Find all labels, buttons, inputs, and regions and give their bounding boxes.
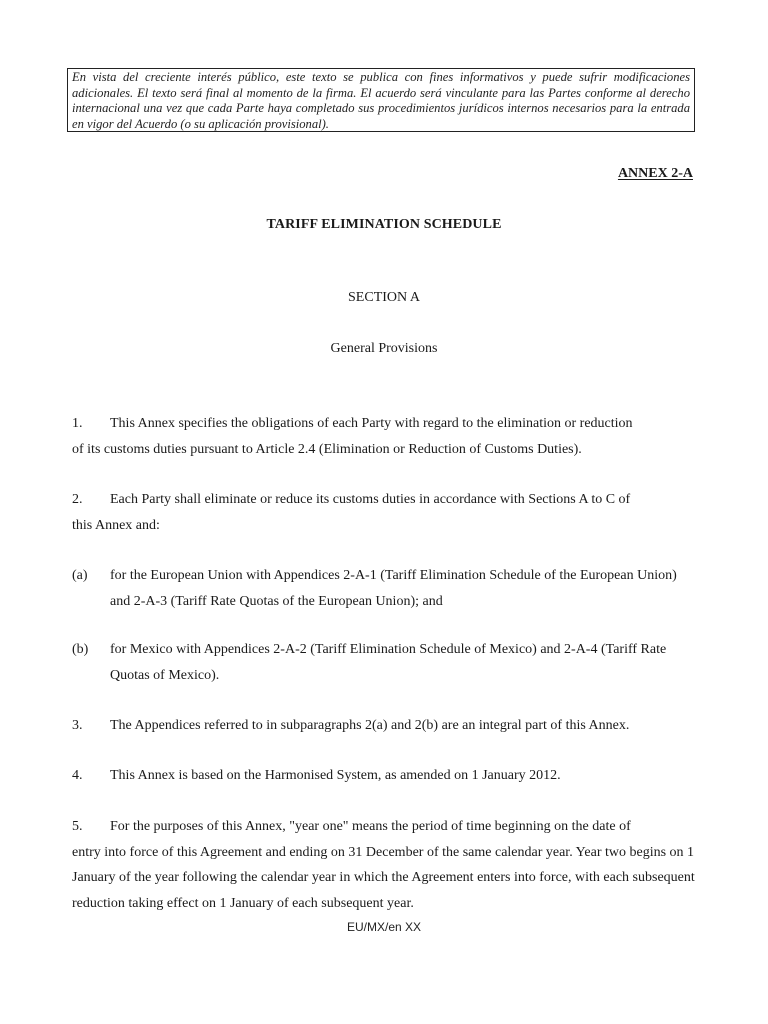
subparagraph-b — [72, 637, 696, 688]
subparagraph-text: for Mexico with Appendices 2-A-2 (Tariff Elimination Schedule of Mexico) and 2-A-4 (Tariff Rate Quotas of Mexico). — [110, 642, 667, 683]
paragraph-continuation: of its customs duties pursuant to Article 2.4 (Elimination or Reduction of Customs Duties). — [72, 441, 582, 457]
paragraph-continuation: entry into force of this Agreement and ending on 31 December of the same calendar year. Year two begins on 1 January of the year following the calendar year in which the Agreement enters into force, with each subsequent reduction taking effect on 1 January of each subsequent year. — [72, 844, 695, 911]
page-footer: EU/MX/en XX — [346, 920, 422, 934]
paragraph-2 — [72, 487, 696, 538]
subparagraph-label: (b) — [72, 642, 89, 657]
paragraph-text: The Appendices referred to in subparagraphs 2(a) and 2(b) are an integral part of this Annex. — [110, 718, 630, 733]
paragraph-number: 5. — [72, 819, 83, 834]
paragraph-5 — [72, 814, 696, 916]
paragraph-text: For the purposes of this Annex, "year one" means the period of time beginning on the date of — [110, 819, 631, 834]
paragraph-text: Each Party shall eliminate or reduce its customs duties in accordance with Sections A to C of — [110, 492, 631, 507]
paragraph-number: 4. — [72, 768, 83, 783]
paragraph-text: This Annex is based on the Harmonised System, as amended on 1 January 2012. — [110, 768, 561, 783]
paragraph-number: 2. — [72, 492, 83, 507]
paragraph-number: 1. — [72, 416, 83, 431]
subparagraph-a — [72, 563, 696, 614]
document-title: TARIFF ELIMINATION SCHEDULE — [266, 217, 502, 232]
section-subtitle: General Provisions — [330, 341, 438, 356]
paragraph-text: This Annex specifies the obligations of each Party with regard to the elimination or reduction — [110, 416, 633, 431]
section-heading: SECTION A — [348, 290, 420, 305]
paragraph-3 — [72, 713, 696, 739]
subparagraph-label: (a) — [72, 568, 88, 583]
disclaimer-box: En vista del creciente interés público, este texto se publica con fines informativos y puede sufrir modificaciones adicionales. El texto será final al momento de la firma. El acuerdo será vinculante para las Partes conforme al derecho internacional una vez que cada Parte haya completado sus procedimientos jurídicos internos necesarios para la entrada en vigor del Acuerdo (o su aplicación provisional). — [67, 68, 695, 132]
annex-label: ANNEX 2-A — [617, 166, 693, 181]
paragraph-number: 3. — [72, 718, 83, 733]
paragraph-continuation: this Annex and: — [72, 517, 160, 533]
paragraph-1 — [72, 411, 696, 462]
subparagraph-text: for the European Union with Appendices 2-A-1 (Tariff Elimination Schedule of the European Union) and 2-A-3 (Tariff Rate Quotas of the European Union); and — [110, 568, 677, 609]
paragraph-4 — [72, 763, 696, 789]
